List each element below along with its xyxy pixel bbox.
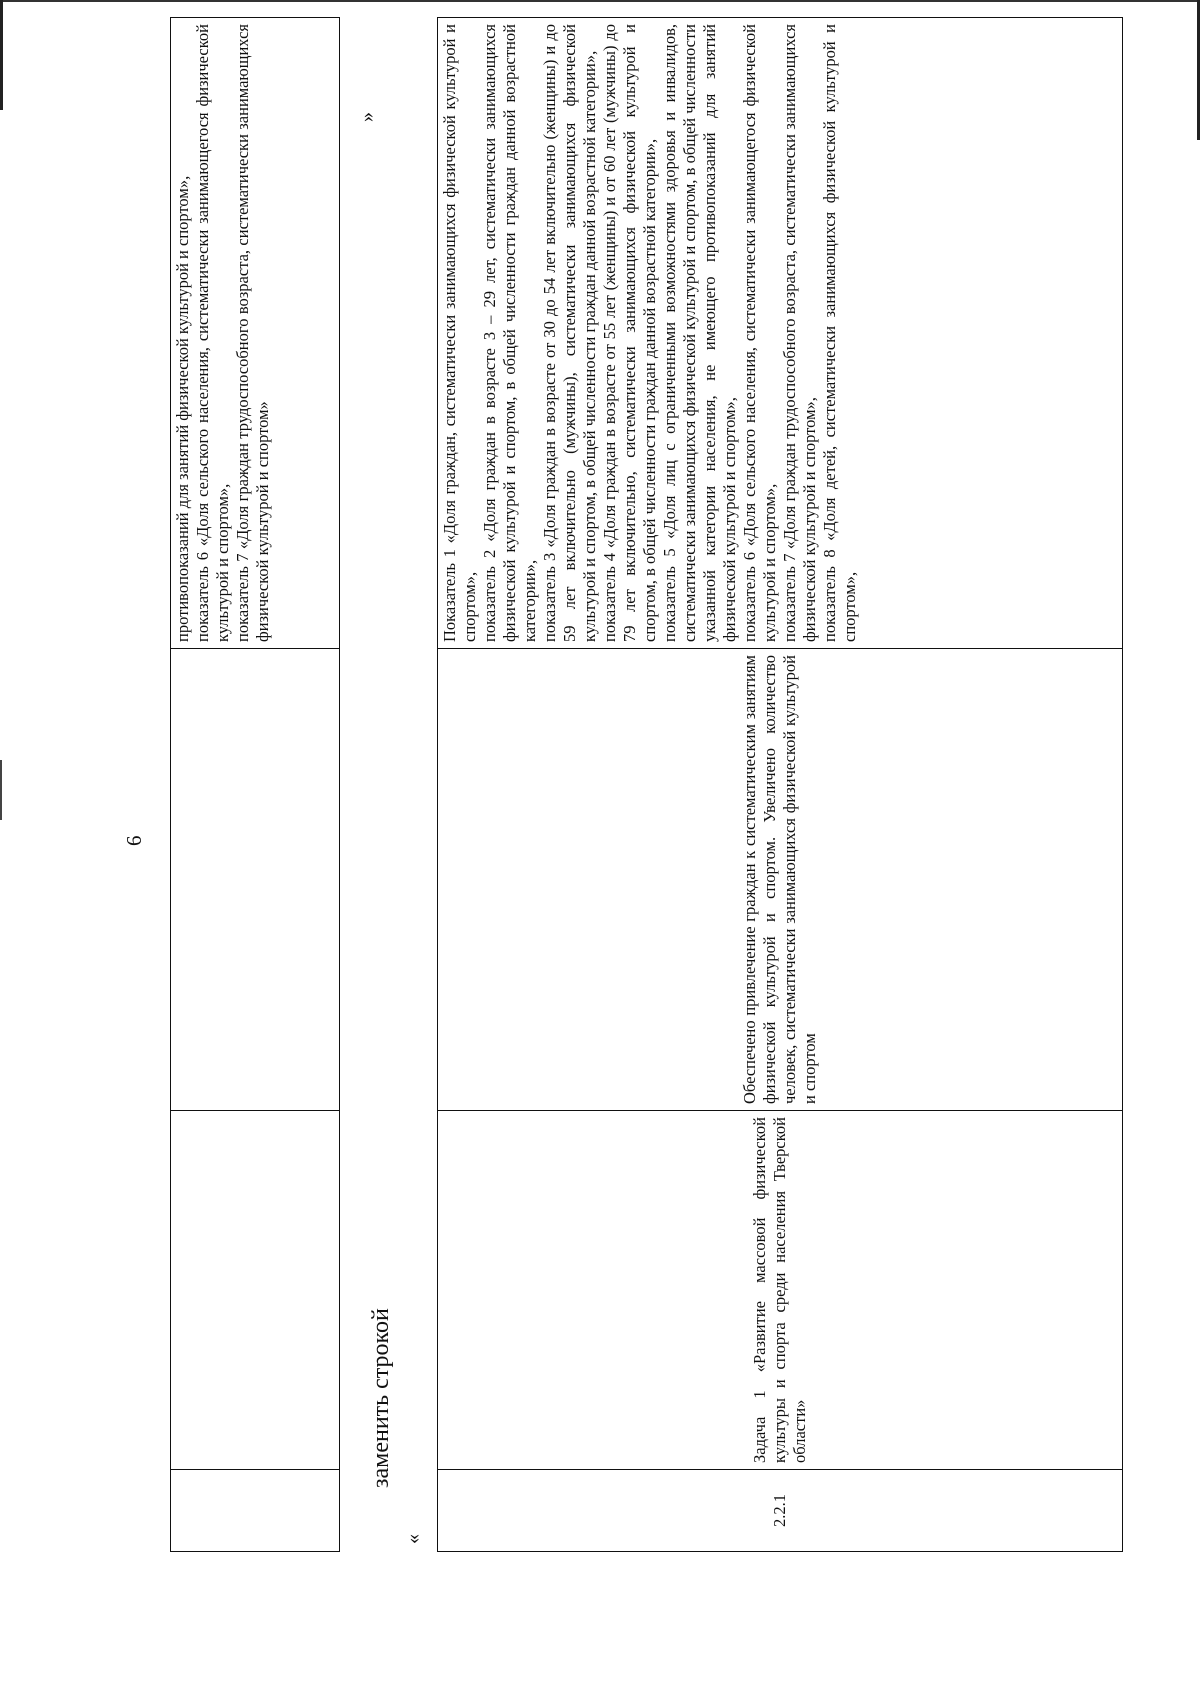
opening-quote: «: [402, 1534, 424, 1544]
indicator-text: показатель 6 «Доля сельского населения, систематически занимающегося физической культурой и спортом»,: [193, 24, 232, 642]
indicators-cell: [171, 18, 340, 649]
row-number-cell: 2.2.1: [438, 1470, 1123, 1552]
indicator-text: показатель 3 «Доля граждан в возрасте от 30 до 54 лет включительно (женщины) и до 59 лет включительно (мужчины), систематически занимающихся физической культурой и спортом, в общей численности граждан данной возрастной категории»,: [540, 24, 599, 642]
result-cell: [171, 649, 340, 1111]
indicator-text: показатель 8 «Доля детей, систематически занимающихся физической культурой и спортом»,: [820, 24, 859, 642]
indicator-text: показатель 7 «Доля граждан трудоспособного возраста, систематически занимающихся физической культурой и спортом»: [233, 24, 272, 642]
task-cell: [171, 1111, 340, 1470]
indicators-cell: [438, 18, 1123, 649]
top-table: [170, 17, 340, 1552]
replacement-table: [437, 17, 1123, 1552]
indicator-text: Показатель 1 «Доля граждан, систематически занимающихся физической культурой и спортом»,: [440, 24, 479, 642]
page-number: 6: [122, 835, 146, 846]
task-cell: Задача 1 «Развитие массовой физической культуры и спорта среди населения Тверской области»: [438, 1111, 1123, 1470]
indicator-text: противопоказаний для занятий физической культурой и спортом»,: [173, 175, 192, 642]
indicator-text: показатель 6 «Доля сельского населения, систематически занимающегося физической культурой и спортом»,: [740, 24, 779, 642]
indicator-text: показатель 7 «Доля граждан трудоспособного возраста, систематически занимающихся физической культурой и спортом»,: [780, 24, 819, 642]
table-row: [171, 18, 340, 1552]
closing-quote: »: [356, 112, 378, 122]
indicator-text: показатель 5 «Доля лиц с ограниченными возможностями здоровья и инвалидов, систематически занимающихся физической культурой и спортом, в общей численности указанной категории населения, не имеющего противопоказаний для занятий физической культурой и спортом»,: [660, 24, 739, 642]
table-row: [438, 18, 1123, 1552]
indicator-text: показатель 4 «Доля граждан в возрасте от 55 лет (женщины) и от 60 лет (мужчины) до 79 лет включительно, систематически занимающихся физической культурой и спортом, в общей численности граждан данной возрастной категории»,: [600, 24, 659, 642]
indicator-text: показатель 2 «Доля граждан в возрасте 3 – 29 лет, систематически занимающихся физической культурой и спортом, в общей численности граждан данной возрастной категории»,: [480, 24, 539, 642]
number-cell: [171, 1470, 340, 1552]
replace-heading: заменить строкой: [368, 1308, 394, 1488]
result-cell: Обеспечено привлечение граждан к систематическим занятиям физической культурой и спортом. Увеличено количество человек, систематически занимающихся физической культурой и спортом: [438, 649, 1123, 1111]
